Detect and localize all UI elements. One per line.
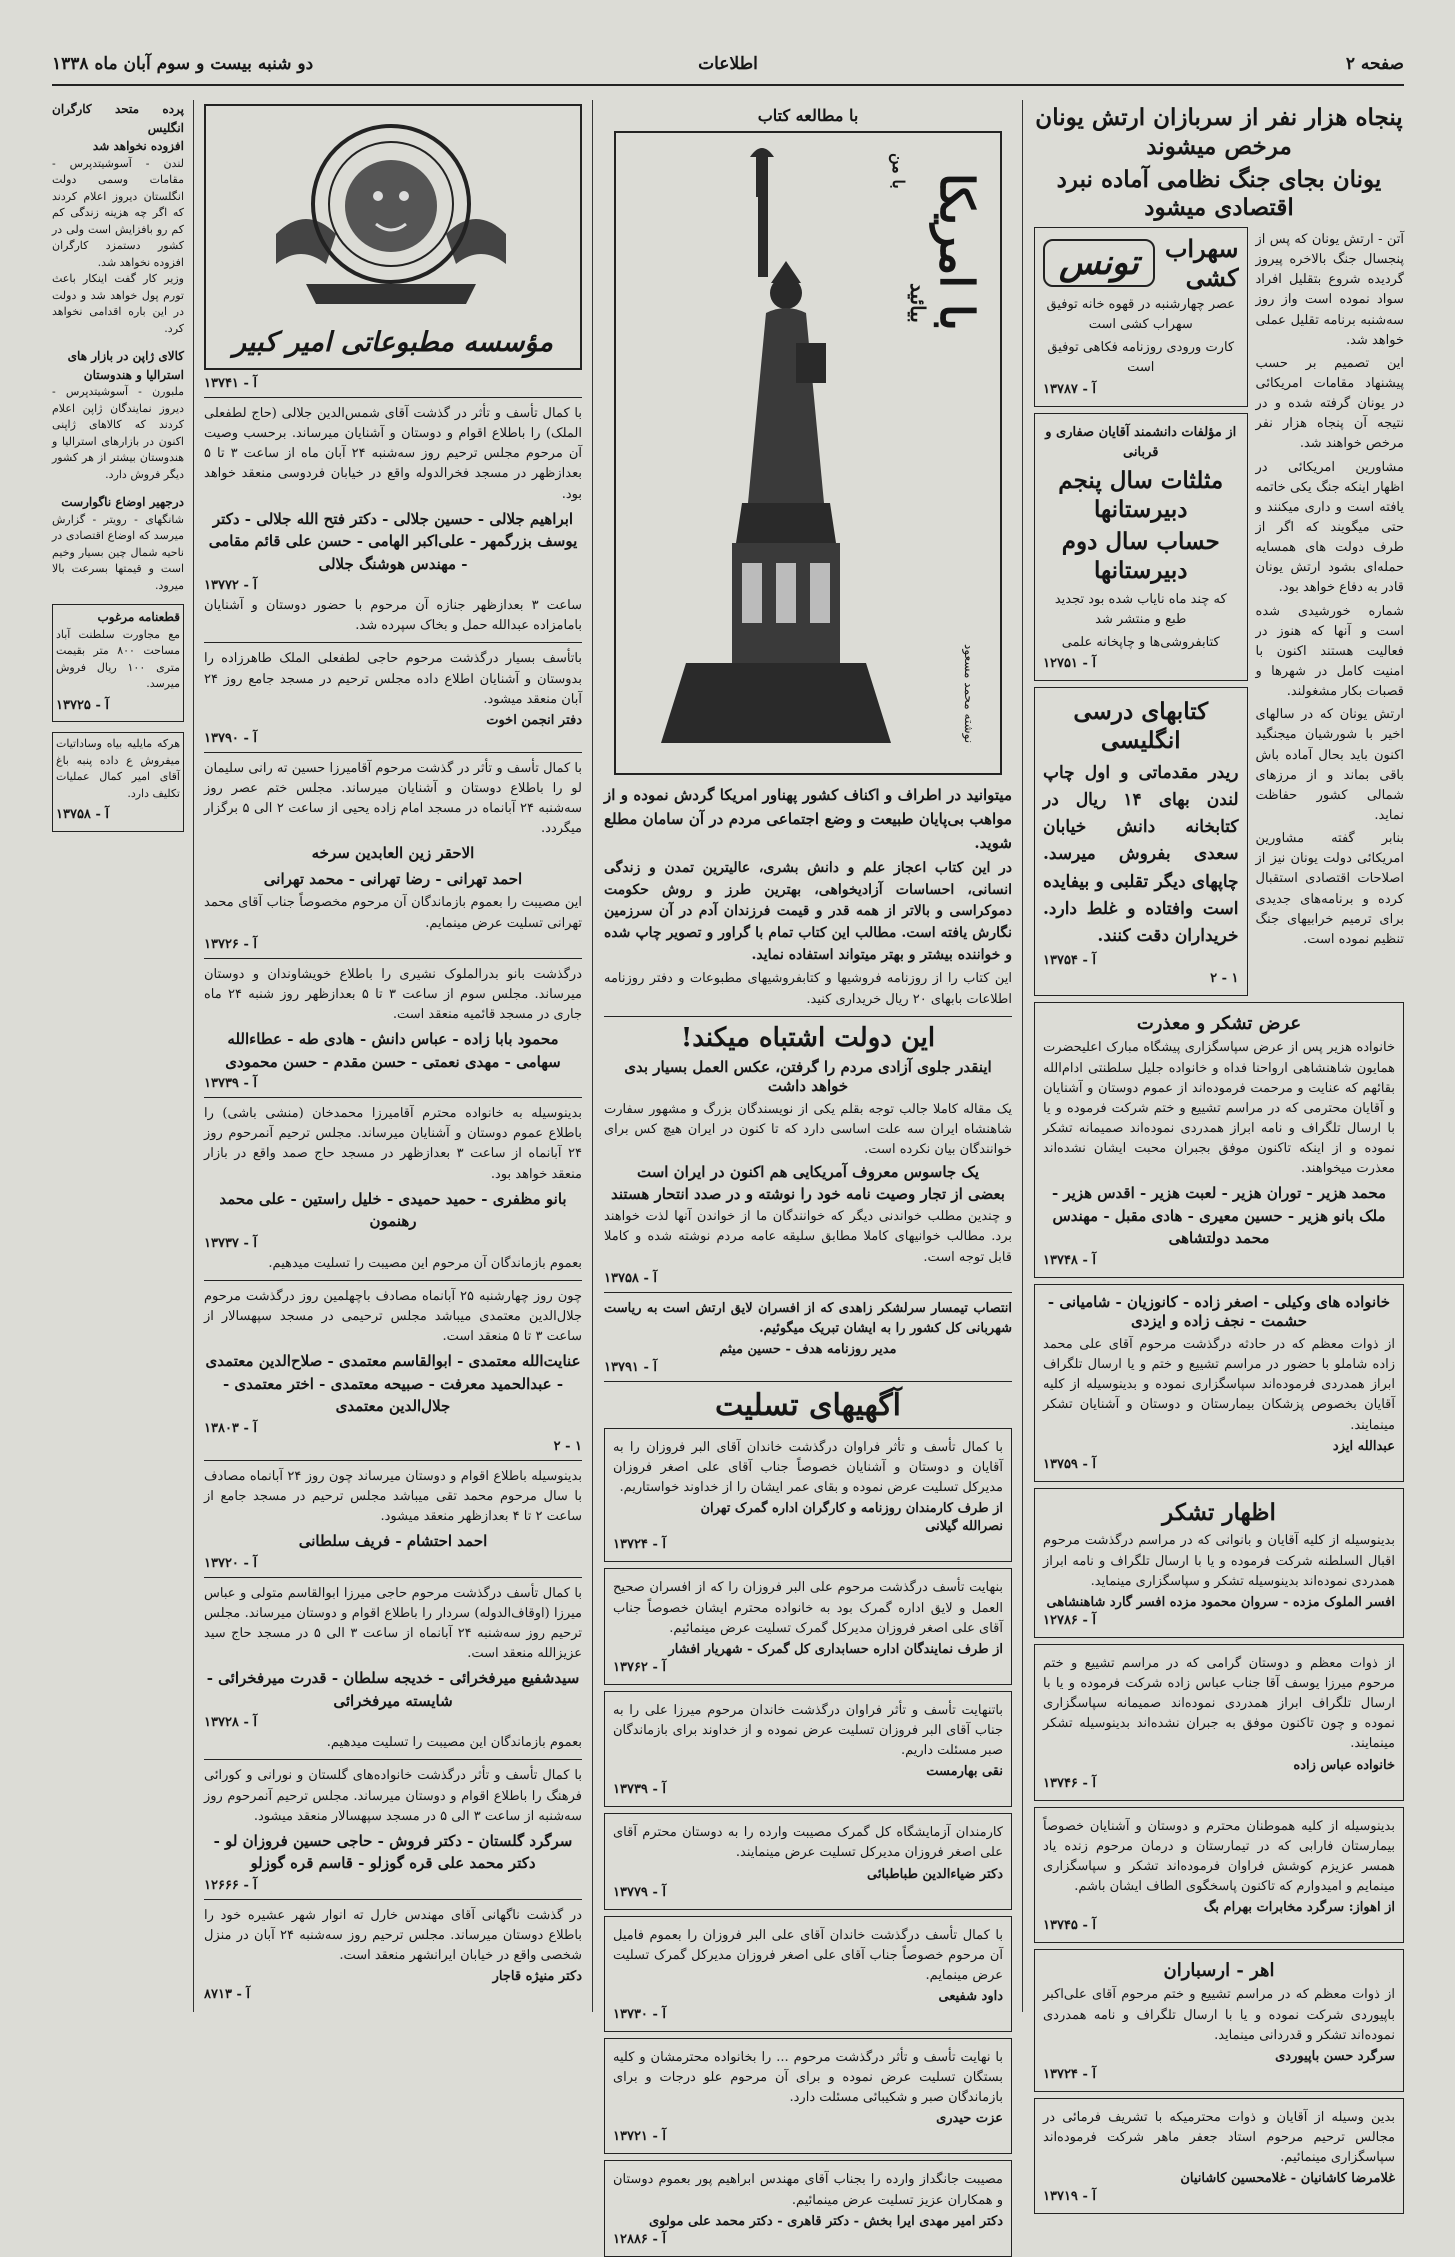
- divider: [604, 1016, 1012, 1017]
- condolence-notice: [604, 1568, 1012, 1684]
- notice-names: احمد تهرانی - رضا تهرانی - محمد تهرانی: [263, 869, 523, 888]
- ad-code: آ - ۱۳۷۷۹: [613, 1884, 666, 1900]
- notice-text: با کمال تأسف و تأثر درگذشت خانواده‌های گلستان و نورانی و کورائی فرهنگ را باطلاع اقوام و دوستان میرساند. مجلس ترحیم آنمرحوم روز سه‌شنبه از ساعت ۳ الی ۵ در مسجد سپهسالار منعقد میشود.: [204, 1768, 582, 1824]
- obituary-notice: [204, 404, 582, 636]
- ad-subtitle: اینقدر جلوی آزادی مردم را گرفتن، عکس العمل بسیار بدی خواهد داشت: [624, 1057, 992, 1096]
- news-item: [52, 100, 184, 337]
- ad-code: آ - ۱۳۷۲۸: [204, 1715, 257, 1731]
- notice-text: بدینوسیله به خانواده محترم آقامیرزا محمدخان (منشی باشی) را باطلاع عموم دوستان و آشنایان میرساند. مجلس ترحیم آنمرحوم روز ۲۴ آبانماه از ساعت ۳ بعدازظهر در مسجد حاج صمد واقع در بازار منعقد خواهد بود.: [204, 1106, 582, 1182]
- article-paragraph: بنابر گفته مشاورین امریکائی دولت یونان نیز از اصلاحات اقتصادی استقبال کرده و برنامه‌های جدیدی برای ترمیم خرابیهای جنگ تنظیم نموده است.: [1255, 831, 1404, 947]
- notice-names: ابراهیم جلالی - حسین جلالی - دکتر فتح الله جلالی - دکتر یوسف بزرگمهر - علی‌اکبر الهامی - حسن علی قائم مقامی - مهندس هوشنگ جلالی: [208, 509, 578, 573]
- notice-text: کارمندان آزمایشگاه کل گمرک مصیبت وارده را به دوستان محترم آقای علی اصغر فروزان مدیرکل تسلیت عرض مینمایند.: [613, 1825, 1003, 1861]
- ad-code: آ - ۱۳۷۲۶: [204, 936, 257, 952]
- article-paragraph: مشاورین امریکائی در اظهار اینکه جنگ یکی خاتمه یافته است و داری میکنند و حتی میگویند که اگر از طرف دولت های همسایه حمله‌ای بشود ارتش یونان قادر به دفاع خواهد بود.: [1255, 459, 1404, 596]
- math-line: که چند ماه نایاب شده بود تجدید طبع و منتشر شد: [1054, 591, 1227, 627]
- notice-signature: دکتر ضیاء‌الدین طباطبائی: [867, 1866, 1003, 1882]
- notice-text: ساعت ۳ بعدازظهر جنازه آن مرحوم با حضور دوستان و آشنایان بامامزاده عبدالله حمل و بخاک سپرده شد.: [204, 598, 582, 634]
- news-text: شانگهای - رویتر - گزارش میرسد که اوضاع اقتصادی در ناحیه شمال چین بسیار وخیم است و قیمتها بسرعت بالا میرود.: [52, 512, 184, 592]
- ad-code: آ - ۱۳۷۵۴: [1043, 953, 1096, 969]
- ad-code: آ - ۱۳۷۷۲: [204, 578, 257, 594]
- thanks-notice-kashanian: [1034, 2098, 1404, 2214]
- notice-names: محمد هزیر - توران هزیر - لعبت هزیر - اقدس هزیر - ملک بانو هزیر - حسین معیری - هادی مقبل - مهندس محمد دولتشاهی: [1051, 1184, 1387, 1248]
- ad-code: آ - ۱۳۷۴۶: [1043, 1775, 1096, 1791]
- obituary-notice: [204, 759, 582, 952]
- divider: [204, 1577, 582, 1578]
- ad-text: مع مجاورت سلطنت آباد مساحت ۸۰۰ متر بقیمت متری ۱۰۰ ریال فروش میرسد.: [56, 627, 181, 690]
- issue-date: دو شنبه بیست و سوم آبان ماه ۱۳۳۸: [52, 54, 314, 74]
- ads-stack: [1034, 227, 1248, 1002]
- obituary-notice: [204, 1467, 582, 1571]
- notice-signature: عزت حیدری: [936, 2111, 1003, 2127]
- column-obituaries: [204, 100, 582, 2012]
- ad-text: یک مقاله کاملا جالب توجه بقلم یکی از نویسندگان بزرگ و مشهور سفارت شاهنشاه ایران سه علت اساسی دارد که تا کنون در ایران هیچ کس برای خوانندگان بیان نکرده است.: [604, 1101, 1012, 1158]
- ad-code: آ - ۱۳۷۱۹: [1043, 2189, 1096, 2205]
- news-subtitle: استرالیا و هندوستان: [83, 367, 184, 382]
- condolence-notice: [604, 2038, 1012, 2154]
- column-rule: [592, 100, 593, 2012]
- book-text: این کتاب را از روزنامه فروشیها و کتابفروشیهای مطبوعات و دفتر روزنامه اطلاعات بابهای ۲۰ ریال خریداری کنید.: [604, 971, 1012, 1007]
- news-text: ملبورن - آسوشیتدپرس - دیروز نمایندگان ژاپن اعلام کردند که کالاهای ژاپنی اکنون در بازارهای استرالیا و هندوستان بیشتر از هر کشور دیگر فروش دارد.: [52, 385, 184, 481]
- ad-code: آ - ۱۳۷۲۵: [56, 697, 109, 713]
- thanks-notice-abbaszadeh: [1034, 1644, 1404, 1801]
- america-book-illustration: [614, 131, 1002, 775]
- notice-signature: نصرالله گیلانی: [925, 1519, 1003, 1535]
- condolence-notice: [604, 1428, 1012, 1562]
- ad-code: آ - ۱۳۷۳۷: [204, 1235, 257, 1251]
- notice-text: این مصیبت را بعموم بازماندگان آن مرحوم مخصوصاً جناب آقای محمد تهرانی تسلیت عرض مینمایم.: [204, 895, 582, 931]
- ad-code: ۱ - ۲: [553, 1438, 582, 1454]
- notice-signature: از طرف نمایندگان اداره حسابداری کل گمرک - شهریار افشار: [668, 1641, 1003, 1657]
- math-title-2: حساب سال دوم دبیرستانها: [1061, 528, 1220, 585]
- notice-names: احمد احتشام - فریف سلطانی: [298, 1532, 488, 1551]
- notice-signature: مدیر روزنامه هدف - حسین میثم: [719, 1342, 897, 1358]
- notice-signature: عبدالله ایزد: [1332, 1438, 1395, 1454]
- book-ad-heading: با مطالعه کتاب: [757, 106, 859, 125]
- condolences-section-title: آگهیهای تسلیت: [715, 1388, 901, 1424]
- divider: [204, 642, 582, 643]
- notice-text: بعموم بازماندگان آن مرحوم این مصیبت را تسلیت میدهیم.: [268, 1255, 582, 1271]
- book-text: در این کتاب اعجاز علم و دانش بشری، عالیترین تمدن و زندگی انسانی، احساسات آزادیخواهی، بهترین طرز و روش حکومت دموکراسی و بالاتر از همه قدر و قیمت فرزندان آدم در آن سرزمین نگارش یافته است. مطالب این کتاب تمام با گراور و تصویر چاپ شده و خواننده بیشتر و بهتر میتواند استفاده نماید.: [604, 860, 1012, 963]
- ad-text: هرکه مایلیه بیاه وساداتیات میفروش ع داده پنبه باغ آقای امیر کمال عملیات تکلیف دارد.: [56, 737, 180, 800]
- news-title: درجهیر اوضاع ناگوارست: [61, 495, 184, 509]
- notice-text: بعموم بازماندگان این مصیبت را تسلیت میدهیم.: [326, 1735, 582, 1751]
- notice-names: الاحقر زین العابدین سرخه: [311, 844, 475, 863]
- notice-title: عرض تشکر و معذرت: [1136, 1013, 1302, 1035]
- divider: [204, 1097, 582, 1098]
- condolence-notice: [604, 2160, 1012, 2256]
- notice-text: درگذشت بانو بدرالملوک نشیری را باطلاع خویشاوندان و دوستان میرساند. مجلس سوم از ساعت ۳ تا ۵ بعدازظهر روز شنبه ۲۴ ماه جاری در مسجد قائمیه منعقد است.: [204, 966, 583, 1023]
- notice-names: عنایت‌الله معتمدی - ابوالقاسم معتمدی - صلاح‌الدین معتمدی - عبدالحمید معرفت - صبیحه معتمدی - اختر معتمدی - جلال‌الدین معتمدی: [205, 1352, 581, 1416]
- column-news-right: [1034, 100, 1404, 2205]
- article-paragraph: این تصمیم بر حسب پیشنهاد مقامات امریکائی در یونان گرفته شده و در نتیجه آن پنجاه هزار نفر مرخص خواهند شد.: [1255, 355, 1404, 452]
- notice-text: بدینوسیله باطلاع اقوام و دوستان میرساند چون روز ۲۴ آبانماه مصادف با سال مرحوم محمد تقی میباشد مجلس ترحیم در مسجد جامع از ساعت ۲ تا ۴ بعدازظهر منعقد میشود.: [204, 1468, 582, 1525]
- math-books-ad: [1034, 413, 1248, 682]
- notice-signature: داود شفیعی: [938, 1989, 1003, 2004]
- notice-signature: سرگرد حسن باپیوردی: [1275, 2048, 1395, 2064]
- thanks-notice-mozde: [1034, 1488, 1404, 1638]
- notice-text: از ذوات معظم و دوستان گرامی که در مراسم تشییع و ختم مرحوم میرزا یوسف آقا جناب عباس زاده شرکت فرموده و یا با ارسال تلگراف ابراز همدردی نموده‌اند صمیمانه سپاسگزاری نموده و چون تاکنون موفق به جبران نشده‌اند بدینوسیله تشکر مینمایند.: [1043, 1655, 1395, 1752]
- notice-signature: غلامرضا کاشانیان - غلامحسین کاشانیان: [1180, 2171, 1395, 2187]
- ad-code: آ - ۱۳۷۲۴: [1043, 2066, 1096, 2082]
- thanks-notice-ahvaz: [1034, 1807, 1404, 1944]
- divider: [204, 397, 582, 398]
- notice-text: با کمال تأسف و تأثر در گذشت آقای شمس‌الدین جلالی (حاج لطفعلی الملک) را باطلاع اقوام و دوستان و آشنایان میرساند. برحسب وصیت آن مرحوم مجلس ترحیم روز سه‌شنبه ۲۴ آبان ماه از ساعت ۳ تا ۵ بعدازظهر در مسجد فخرالدوله واقع در خیابان فردوسی منعقد خواهد بود.: [204, 406, 582, 502]
- divider: [204, 1460, 582, 1461]
- book-title-vertical-3: با من: [889, 153, 908, 189]
- land-ad: [52, 604, 184, 722]
- greece-section: [1034, 227, 1404, 1002]
- news-title: پرده متحد کارگران انگلیس: [52, 102, 184, 135]
- divider: [604, 1381, 1012, 1382]
- obituary-notice: [204, 1287, 582, 1454]
- condolence-notice: [604, 1916, 1012, 2032]
- condolence-notice: [604, 1691, 1012, 1807]
- notice-text: بدینوسیله از کلیه هموطنان محترم و دوستان و آشنایان خصوصاً بیمارستان فارابی که در تیمارستان و درمان مرحوم زنده یاد همسر عزیزم کوشش فراوان فرموده‌اند تشکر و سپاسگزاری مینمایم و امیدوارم که تاکنون پاسخگوی الطاف ایشان باشم.: [1043, 1818, 1395, 1894]
- news-subtitle: افزوده نخواهد شد: [92, 139, 184, 153]
- book-title-vertical: با امریکا: [930, 173, 984, 331]
- notice-text: باتأسف بسیار درگذشت مرحوم حاجی لطفعلی الملک طاهرزاده را بدوستان و آشنایان اطلاع داده مجلس ترحیم در مسجد جامع روز ۲۴ آبان منعقد میشود.: [204, 651, 582, 707]
- ad-code: آ - ۱۲۶۶۶: [204, 1877, 257, 1893]
- ad-code: آ - ۸۷۱۳: [204, 1987, 250, 2003]
- column-rule: [1022, 100, 1023, 2012]
- divider: [604, 1292, 1012, 1293]
- notice-title: اظهار تشکر: [1162, 1498, 1276, 1526]
- divider: [204, 1280, 582, 1281]
- book-author-credit: نوشته محمد مسعود: [962, 643, 976, 743]
- notice-text: با کمال تأسف درگذشت مرحوم حاجی میرزا ابوالقاسم متولی و عباس میرزا (اوقاف‌الدوله) سردار را باطلاع اقوام و دوستان میرساند. مجلس ترحیم روز سه‌شنبه ۲۴ آبانماه از ساعت ۳ الی ۵ در مسجد حاج سید عزیزالله منعقد است.: [204, 1585, 582, 1662]
- news-text: وزیر کار گفت اینکار باعث تورم پول خواهد شد و دولت در این باره اقدامی نخواهد کرد.: [52, 272, 184, 335]
- paper-name: اطلاعات: [698, 54, 758, 74]
- notice-text: مصیبت جانگداز وارده را بجناب آقای مهندس ابراهیم پور بعموم دوستان و همکاران عزیز تسلیت عرض مینمائیم.: [613, 2172, 1003, 2208]
- masthead: [52, 48, 1404, 86]
- greece-headline: پنجاه هزار نفر از سربازان ارتش یونان مرخص میشوند: [1035, 104, 1403, 160]
- small-ad: [52, 732, 184, 832]
- newspaper-page: [52, 48, 1404, 2247]
- notice-text: انتصاب تیمسار سرلشکر زاهدی که از افسران لایق ارتش است به ریاست شهربانی کل کشور را به ایشان تبریک میگوئیم.: [604, 1300, 1012, 1336]
- book-title-vertical-2: بیائید: [906, 283, 930, 323]
- notice-signature: افسر الملوک مزده - سروان محمود مزده افسر گارد شاهنشاهی: [1046, 1594, 1395, 1610]
- obituary-notice: [204, 1104, 582, 1274]
- notice-signature: نقی بهارمست: [926, 1764, 1003, 1780]
- notice-names: سیدشفیع میرفخرائی - خدیجه سلطان - قدرت میرفخرائی - شایسته میرفخرائی: [206, 1669, 580, 1710]
- ad-code: آ - ۱۳۷۹۰: [204, 730, 257, 746]
- math-line: کتابفروشی‌ها و چاپخانه علمی: [1061, 635, 1220, 651]
- cinema-line: عصر چهارشنبه در قهوه خانه توفیق سهراب کشی است: [1046, 297, 1236, 333]
- ad-code: آ - ۱۳۷۶۲: [613, 1659, 666, 1675]
- notice-signature: دکتر منیژه قاجار: [492, 1969, 582, 1985]
- thanks-notice-families: [1034, 1284, 1404, 1482]
- ad-subtitle: یک جاسوس معروف آمریکایی هم اکنون در ایران است: [636, 1163, 980, 1182]
- ad-code: آ - ۱۳۸۰۳: [204, 1420, 257, 1436]
- publisher-name: مؤسسه مطبوعاتی امیر کبیر: [233, 327, 553, 358]
- article-paragraph: آتن - ارتش یونان که پس از پنجسال جنگ بالاخره پیروز گردیده شروع بتقلیل افراد سواد نموده است واز روز سه‌شنبه برنامه تقلیل عملی خواهد شد.: [1255, 232, 1404, 348]
- ad-title: این دولت اشتباه میکند!: [680, 1022, 936, 1053]
- notice-signature: دفتر انجمن اخوت: [486, 712, 582, 728]
- ad-text: و چندین مطلب خواندنی دیگر که خوانندگان ما از خواندن آنها لذت خواهند برد. مطالب خوانیهای کاملا مطابق سلیقه عامه مردم نوشته شده و کاملا قابل توجه است.: [604, 1209, 1012, 1265]
- notice-names: سرگرد گلستان - دکتر فروش - حاجی حسین فروزان لو - دکتر محمد علی قره گوزلو - قاسم قره گوزلو: [213, 1831, 573, 1873]
- thanks-notice-hazir: [1034, 1002, 1404, 1278]
- english-title: کتابهای درسی انگلیسی: [1073, 698, 1209, 755]
- ad-code: آ - ۱۳۷۲۱: [613, 2129, 666, 2145]
- cinema-title: [1043, 234, 1239, 292]
- ad-code: آ - ۱۳۷۴۱: [204, 376, 257, 391]
- notice-signature: خانواده عباس زاده: [1293, 1757, 1395, 1773]
- ad-code: ۱ - ۲: [1210, 971, 1239, 987]
- notice-title: اهر - ارسباران: [1163, 1960, 1275, 1982]
- notice-text: بدین وسیله از آقایان و ذوات محترمیکه با تشریف فرمائی در مجالس ترحیم مرحوم استاد جعفر ماهر شرکت فرموده‌اند سپاسگزاری مینمائیم.: [1043, 2109, 1395, 2166]
- notice-names: بانو مظفری - حمید حمیدی - خلیل راستین - علی محمد رهنمون: [219, 1189, 567, 1231]
- news-text: لندن - آسوشیتدپرس - مقامات وسمی دولت انگلستان دیروز اعلام کردند که اگر چه هزینه زندگی کم کم رو بافزایش است ولی در کشور دستمزد کارگران افزوده نخواهد شد.: [52, 156, 184, 269]
- article-paragraph: شماره خورشیدی شده است و آنها که هنوز در فعالیت هستند اکنون با امنیت کامل در شهرها و قصبات بکار مشغولند.: [1255, 603, 1404, 700]
- ad-code: آ - ۱۳۷۵۸: [56, 807, 109, 822]
- notice-signature: از اهواز: سرگرد مخابرات بهرام بگ: [1203, 1900, 1395, 1916]
- greece-subheadline: یونان بجای جنگ نظامی آماده نبرد اقتصادی میشود: [1056, 165, 1382, 222]
- page-number: صفحه ۲: [1345, 54, 1404, 74]
- english-books-ad: [1034, 687, 1248, 996]
- ad-code: آ - ۱۳۷۹۱: [604, 1360, 657, 1376]
- ad-title: قطعنامه مرغوب: [97, 610, 180, 624]
- divider: [204, 1759, 582, 1760]
- news-item: [52, 347, 184, 483]
- notice-text: چون روز چهارشنبه ۲۵ آبانماه مصادف باچهلمین روز درگذشت مرحوم جلال‌الدین معتمدی میباشد مجلس ترحیمی در مسجد سپهسالار از ساعت ۳ تا ۵ منعقد است.: [204, 1288, 582, 1345]
- ad-code: آ - ۱۳۷۳۹: [613, 1782, 666, 1798]
- lion-emblem-icon: [266, 114, 516, 314]
- column-rule: [193, 100, 194, 2012]
- english-text: ریدر مقدماتی و اول چاپ لندن بهای ۱۴ ریال در کتابخانه دانش خیابان سعدی بفروش میرسد. چاپهای دیگر تقلبی و بیفایده است وافتاده و غلط دارد. خریداران دقت کنند.: [1043, 762, 1239, 946]
- ad-code: آ - ۱۳۷۲۰: [204, 1555, 257, 1571]
- notice-text: خانواده هزیر پس از عرض سپاسگزاری پیشگاه مبارک اعلیحضرت همایون شاهنشاهی ارواحنا فداه و خانواده جلیل سلطنتی ادام‌الله بقائهم که عنایت و مرحمت فرموده‌اند از عموم دوستان و آشنایان و آقایان محترمی که در مراسم تشییع و ختم شرکت فرموده و یا با ارسال تلگراف و نامه ابراز همدردی نموده‌اند صمیمانه تشکر نموده و از اینکه تاکنون موفق بجبران محبت ایشان نشده‌اند معذرت میخواهند.: [1043, 1040, 1395, 1177]
- notice-text: از ذوات معظم که در حادثه درگذشت مرحوم آقای علی محمد زاده شاملو با حضور در مراسم تشییع و ختم و یا ارسال تلگراف ابراز همدردی فرموده‌اند سپاسگزاری نموده و بدینوسیله از کلیه آقایان بخصوص پزشکان بیمارستان و دوستان و آشنایان تشکر مینمایند.: [1043, 1336, 1395, 1433]
- congrats-notice: [604, 1299, 1012, 1375]
- divider: [204, 958, 582, 959]
- divider: [204, 1899, 582, 1900]
- ad-code: آ - ۱۳۷۸۷: [1043, 381, 1096, 397]
- notice-text: با نهایت تأسف و تأثر درگذشت مرحوم ... را بخانواده محترمشان و کلیه بستگان تسلیت عرض نموده و برای آن مرحوم علو درجات و برای بازماندگان صبر و شکیبائی مسئلت دارد.: [613, 2050, 1003, 2106]
- greece-article: [1256, 227, 1404, 1002]
- news-title: کالای ژاپن در بازار های: [67, 349, 184, 363]
- notice-text: از ذوات معظم که در مراسم تشییع و ختم مرحوم آقای علی‌اکبر باپیوردی شرکت نموده و یا با ارسال تلگراف و نامه همدردی نموده‌اند تشکر و قدردانی مینماید.: [1043, 1987, 1395, 2043]
- thanks-notice-ahar: [1034, 1949, 1404, 2092]
- ad-code: آ - ۱۳۷۲۴: [613, 1537, 666, 1553]
- notice-title: خانواده های وکیلی - اصغر زاده - کانوزیان - شامیانی - حشمت - نجف زاده و ایزدی: [1047, 1292, 1391, 1331]
- ad-code: آ - ۱۳۷۳۹: [204, 1076, 257, 1092]
- divider: [204, 752, 582, 753]
- notice-text: در گذشت ناگهانی آقای مهندس خارل ته انوار شهر عشیره خود را باطلاع دوستان میرساند. مجلس ترحیم روز سه‌شنبه ۲۴ آبان در منزل شخصی واقع در خیابان ایرانشهر منعقد است.: [204, 1907, 582, 1964]
- obituary-notice: [204, 965, 582, 1091]
- notice-text: با کمال تأسف درگذشت خاندان آقای علی البر فروزان را بعموم فامیل آن مرحوم خصوصاً جناب آقای علی اصغر فروزان مدیرکل گمرک تسلیت عرض مینمایم.: [613, 1927, 1003, 1983]
- column-ads-center: [604, 100, 1012, 2247]
- publisher-emblem-ad: [204, 104, 582, 370]
- cinema-ad: [1034, 227, 1248, 407]
- notice-text: بدینوسیله از کلیه آقایان و بانوانی که در مراسم درگذشت مرحوم اقبال السلطنه شرکت فرموده و یا با ارسال تلگراف و نامه ابراز همدردی نموده‌اند بدینوسیله تشکر و سپاسگزاری مینماید.: [1043, 1533, 1395, 1589]
- ad-code: آ - ۱۲۸۸۶: [613, 2231, 666, 2247]
- obituary-notice: [204, 1766, 582, 1892]
- notice-signature: دکتر امیر مهدی ایرا بخش - دکتر قاهری - دکتر محمد علی مولوی: [648, 2213, 1003, 2229]
- book-text: میتوانید در اطراف و اکناف کشور پهناور امریکا گردش نموده و از مواهب بی‌پایان طبیعت و وضع اجتماعی مردم در آن سامان مطلع شوید.: [604, 786, 1012, 852]
- obituary-notice: [204, 649, 582, 745]
- cinema-film: سهراب کشی: [1164, 234, 1239, 292]
- ad-code: آ - ۱۳۷۵۹: [1043, 1456, 1096, 1472]
- condolence-notice: [604, 1813, 1012, 1909]
- ad-code: آ - ۱۳۷۵۸: [604, 1270, 657, 1286]
- cinema-line: کارت ورودی روزنامه فکاهی توفیق است: [1047, 340, 1235, 376]
- obituary-notice: [204, 1906, 582, 2002]
- notice-names: محمود بابا زاده - عباس دانش - هادی طه - عطاءالله سهامی - مهدی نعمتی - حسن مقدم - حسن محمودی: [225, 1030, 561, 1071]
- ad-code: آ - ۱۲۷۸۶: [1043, 1612, 1096, 1628]
- notice-text: باتنهایت تأسف و تأثر فراوان درگذشت خاندان مرحوم میرزا علی را به جناب آقای البر فروزان تسلیت عرض نموده و از خداوند برای بازماندگان صبر مسئلت داریم.: [613, 1702, 1003, 1759]
- ad-code: آ - ۱۳۷۳۰: [613, 2007, 666, 2022]
- obituary-notice: [204, 1584, 582, 1754]
- notice-signature: از طرف کارمندان روزنامه و کارگران اداره گمرک تهران: [700, 1501, 1003, 1517]
- ad-code: آ - ۱۲۷۵۱: [1043, 656, 1096, 672]
- notice-text: با کمال تأسف و تأثر فراوان درگذشت خاندان آقای البر فروزان را به آقایان و دوستان و آشنایان خصوصاً جناب آقای علی اصغر فروزان مدیرکل تسلیت عرض نموده و بقای عمر ایشان را از خداوند خواستاریم.: [613, 1440, 1003, 1496]
- government-mistake-ad: [604, 1023, 1012, 1286]
- ad-subtitle: بعضی از تجار وصیت نامه خود را نوشته و در صدد انتحار هستند: [611, 1184, 1005, 1203]
- statue-of-liberty-illustration: [646, 143, 906, 763]
- math-title-1: مثلثات سال پنجم دبیرستانها: [1058, 466, 1224, 523]
- article-paragraph: ارتش یونان که در سالهای اخیر با شورشیان میجنگید اکنون باید بحال آماده باش باقی بماند و از مرزهای شمالی کشور حفاظت نماید.: [1255, 707, 1404, 823]
- news-item: [52, 493, 184, 594]
- math-authors: از مؤلفات دانشمند آقایان صفاری و قربانی: [1045, 424, 1237, 460]
- column-news-left: [52, 100, 184, 2012]
- ad-code: آ - ۱۳۷۴۵: [1043, 1918, 1096, 1934]
- ad-code: آ - ۱۳۷۴۸: [1043, 1252, 1096, 1268]
- cinema-logo: تونس: [1043, 239, 1155, 287]
- notice-text: با کمال تأسف و تأثر در گذشت مرحوم آقامیرزا حسین ته رانی سلیمان لو را باطلاع دوستان و آشنایان میرساند. مجلس ختم عصر روز سه‌شنبه ۲۴ آبانماه در مسجد امام زاده یحیی از ساعت ۲ الی ۵ برگزار میگردد.: [204, 760, 582, 837]
- notice-text: بنهایت تأسف درگذشت مرحوم علی البر فروزان را که از افسران صحیح العمل و لایق اداره گمرک بود به خانواده محترم ایشان خصوصاً جناب آقای علی اصغر فروزان مدیرکل گمرک تسلیت عرض مینمائیم.: [613, 1580, 1003, 1636]
